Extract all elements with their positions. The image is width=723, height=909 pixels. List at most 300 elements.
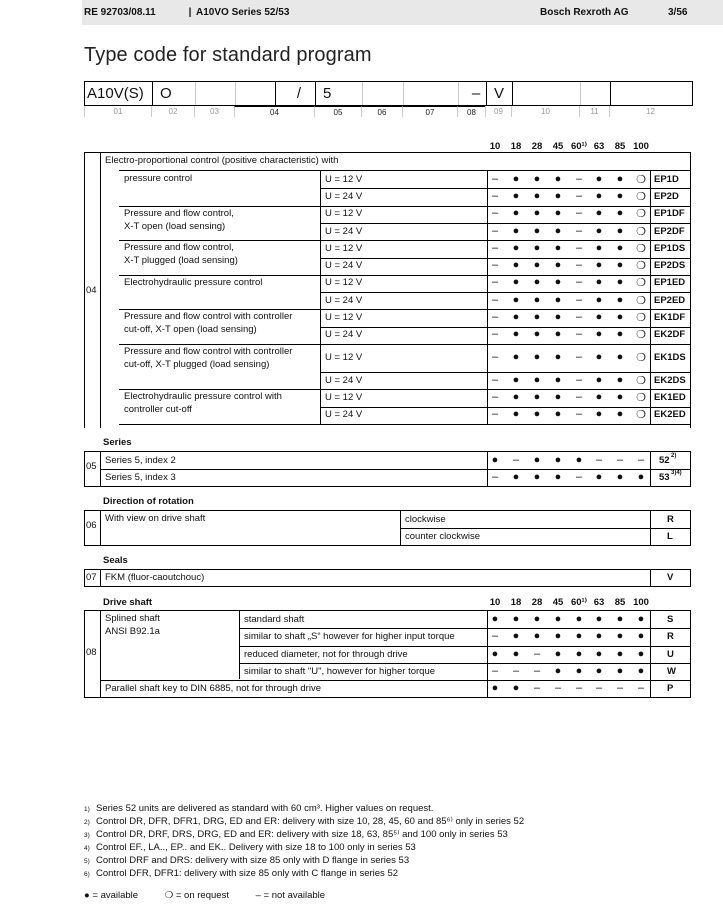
footnote [84,842,416,853]
series-label: Series 5, index 3 [105,472,176,483]
pos-divider [100,510,101,545]
voltage-label: U = 12 V [325,391,363,403]
availability-mark: – [491,224,499,237]
control-label: Pressure and flow control with controller [124,311,293,323]
shaft-variant: standard shaft [244,614,305,625]
availability-mark: ● [575,630,583,643]
type-code-cell [195,82,235,105]
availability-mark: – [575,189,583,202]
availability-mark: ❍ [636,208,646,221]
pos-label: 08 [86,647,97,658]
section-top-rule [84,152,691,153]
footnote [84,816,524,827]
availability-mark: – [575,682,583,695]
voltage-label: U = 12 V [325,277,363,289]
availability-mark: ● [512,647,520,660]
availability-mark: ● [595,630,603,643]
code-divider [650,451,651,486]
table-left-rule [84,510,85,545]
availability-mark: ● [554,390,562,403]
availability-mark: ● [554,373,562,386]
availability-mark: ● [533,373,541,386]
type-code-cell [403,82,458,105]
availability-mark: ● [554,293,562,306]
order-code: EP1ED [654,277,686,289]
control-heading: Electro-proportional control (positive characteristic) with [105,155,339,166]
type-code-cell [610,82,651,105]
size-label: 100 [633,141,649,152]
availability-mark: – [491,241,499,254]
availability-mark: ● [616,293,624,306]
page-header [82,0,723,25]
availability-mark: ● [512,259,520,272]
position-number: 07 [402,106,457,117]
page-number: 3/56 [668,7,688,18]
availability-mark: ● [616,647,624,660]
availability-mark: ● [554,647,562,660]
legend-available: ● = available [84,890,139,901]
voltage-label: U = 24 V [325,225,363,237]
type-code-cell [580,82,610,105]
order-code: EP1D [654,173,679,185]
shaft-variant: similar to shaft "U", however for higher torque [244,665,436,677]
voltage-label: U = 12 V [325,173,363,185]
rotation-direction: clockwise [405,514,446,525]
availability-mark: ● [595,613,603,625]
availability-mark: – [491,373,499,386]
availability-mark: – [637,682,645,695]
availability-mark: ● [616,328,624,341]
table-left-rule [84,451,85,486]
availability-mark: ● [554,207,562,220]
type-code-cell: O [152,82,195,105]
footnote-number: 5) [84,858,90,865]
availability-mark: ● [616,276,624,289]
type-code-cell: / [275,82,315,105]
table-left-rule [84,569,85,586]
position-numbers [84,106,691,117]
availability-mark: – [575,471,583,483]
voltage-label: U = 12 V [325,242,363,254]
availability-mark: – [491,390,499,403]
availability-mark: – [533,682,541,695]
availability-mark: – [575,293,583,306]
availability-mark: ● [595,241,603,254]
availability-mark: ● [533,293,541,306]
row-rule [119,424,691,425]
order-code: U [667,648,674,660]
position-number: 09 [485,106,511,117]
section-heading: Seals [103,555,128,566]
availability-mark: ● [491,613,499,625]
size-label: 63 [593,597,605,608]
availability-mark: ● [554,259,562,272]
availability-mark: ● [595,471,603,483]
availability-mark: ● [512,630,520,643]
availability-mark: – [575,373,583,386]
availability-mark: ● [616,471,624,483]
voltage-label: U = 24 V [325,260,363,272]
availability-mark: ● [512,276,520,289]
order-code: EP2D [654,190,679,202]
footnote-text: Control DRF and DRS: delivery with size 85 only with D flange in series 53 [96,855,410,866]
availability-mark: ● [512,311,520,324]
availability-mark: – [533,647,541,660]
section-heading: Direction of rotation [103,496,194,507]
availability-mark: – [533,664,541,677]
row-rule [239,646,691,647]
availability-mark: – [575,351,583,363]
availability-mark: ● [533,241,541,254]
availability-mark: ● [554,351,562,363]
availability-mark: ● [595,259,603,272]
position-number: 08 [457,106,485,117]
section-heading: Drive shaft [103,597,153,608]
voltage-label: U = 24 V [325,374,363,386]
avail-divider [487,170,488,424]
voltage-label: U = 24 V [325,409,363,421]
availability-mark: ❍ [636,260,646,273]
availability-mark: – [491,207,499,220]
code-sup [671,453,676,462]
code-footnote-ref: 3)4) [671,470,682,476]
section-bottom-rule [84,586,691,587]
availability-mark: ● [616,189,624,202]
availability-mark: ● [512,351,520,363]
footnote-number: 1) [84,806,90,813]
availability-mark: – [575,328,583,341]
availability-mark: ● [554,664,562,677]
type-code-cell [235,82,275,105]
footnote-number: 3) [84,832,90,839]
position-number: 02 [151,106,194,117]
order-code: EP1DF [654,208,685,220]
availability-mark: ● [533,259,541,272]
availability-mark: ● [595,390,603,403]
control-label: X-T plugged (load sensing) [124,255,238,267]
voltage-label: U = 12 V [325,208,363,220]
availability-mark: ● [533,630,541,643]
availability-mark: ● [595,189,603,202]
size-label: 28 [531,141,543,152]
availability-mark: ● [491,647,499,660]
availability-mark: ❍ [636,173,646,186]
availability-mark: ● [533,207,541,220]
availability-mark: ● [533,189,541,202]
size-label: 63 [593,141,605,152]
availability-mark: ● [554,224,562,237]
section-top-rule [84,451,691,452]
order-code: EK1DS [654,352,686,363]
voltage-label: U = 12 V [325,312,363,324]
row-rule [119,344,691,345]
footnote-number: 4) [84,845,90,852]
availability-mark: – [575,172,583,185]
order-code: EP1DS [654,242,686,254]
legend-not-available: – = not available [255,890,326,901]
availability-mark: ● [595,311,603,324]
availability-mark: ❍ [636,242,646,255]
control-label: controller cut-off [124,404,192,416]
availability-mark: – [491,471,499,483]
availability-mark: ● [616,311,624,324]
availability-mark: ❍ [636,277,646,290]
availability-mark: – [554,682,562,695]
availability-mark: ● [554,311,562,324]
position-number: 04 [234,106,314,117]
availability-mark: – [575,276,583,289]
availability-mark: – [491,351,499,363]
availability-mark: ● [554,328,562,341]
legend [84,890,349,901]
order-code: EK2DF [654,329,686,341]
availability-mark: ● [512,172,520,185]
voltage-label: U = 24 V [325,294,363,306]
section-heading: Series [103,437,132,448]
availability-mark: – [491,189,499,202]
table-left-rule [84,610,85,697]
availability-mark: – [575,408,583,421]
availability-mark: ● [533,454,541,466]
header-separator: | [188,7,192,18]
footnote-text: Control DR, DFR, DFR1, DRG, ED and ER: delivery with size 10, 28, 45, 60 and 85⁶⁾ only in series 52 [96,816,525,827]
size-label: 28 [531,597,543,608]
availability-mark: ❍ [636,312,646,325]
footnote-number: 6) [84,871,90,878]
pos-label: 04 [86,285,97,296]
availability-mark: ● [554,276,562,289]
availability-mark: – [575,311,583,324]
availability-mark: ● [512,189,520,202]
type-code-box [84,81,693,106]
code-sup [671,470,682,479]
availability-mark: ● [637,613,645,625]
order-code: R [667,514,674,525]
size-label: 18 [510,597,522,608]
row-rule [400,528,691,529]
availability-mark: ● [554,630,562,643]
availability-mark: ● [595,664,603,677]
order-code: V [667,572,674,583]
shaft-label: ANSI B92.1a [105,626,160,637]
code-footnote-ref: 2) [671,453,677,459]
direction-divider [400,510,401,545]
table-right-rule [690,510,691,545]
control-label: Pressure and flow control, [124,207,234,219]
rotation-label: With view on drive shaft [105,513,206,524]
series-title: A10VO Series 52/53 [196,7,290,18]
footnote [84,868,398,879]
position-number: 12 [609,106,691,117]
control-label: Pressure and flow control, [124,242,234,254]
availability-mark: ● [575,454,583,466]
availability-mark: ● [533,390,541,403]
availability-mark: ❍ [636,409,646,422]
availability-mark: ● [554,172,562,185]
avail-divider [487,610,488,697]
availability-mark: – [512,454,520,466]
availability-mark: ● [575,613,583,625]
availability-mark: ❍ [636,352,646,364]
availability-mark: ● [533,408,541,421]
position-number: 11 [579,106,609,117]
footnote-text: Control DFR, DFR1: delivery with size 85 only with C flange in series 52 [96,868,399,879]
table-right-rule [690,569,691,586]
control-label: pressure control [124,173,193,184]
availability-mark: ❍ [636,374,646,387]
availability-mark: – [616,682,624,695]
shaft-variant: similar to shaft „S“ however for higher input torque [244,631,455,643]
type-code-cell: V [486,82,512,105]
availability-mark: ● [616,390,624,403]
order-code: EK2DS [654,374,686,386]
voltage-label: U = 24 V [325,190,363,202]
availability-mark: ● [595,328,603,341]
order-code: R [667,631,674,643]
size-label: 85 [614,597,626,608]
page-title: Type code for standard program [84,44,372,66]
availability-mark: ● [595,351,603,363]
pos-divider [100,610,101,697]
availability-mark: ● [616,351,624,363]
availability-mark: – [595,454,603,466]
pos-label: 06 [86,520,97,531]
code-divider [650,170,651,424]
pos-divider [100,451,101,486]
section-top-rule [84,610,691,611]
order-code: EP2ED [654,294,686,306]
parallel-key-label: Parallel shaft key to DIN 6885, not for through drive [105,683,321,695]
control-label: Pressure and flow control with controller [124,346,293,357]
row-rule [119,170,691,171]
size-label: 10 [489,141,501,152]
availability-mark: ● [616,259,624,272]
avail-divider [487,451,488,486]
availability-mark: – [491,172,499,185]
type-code-cell [362,82,403,105]
position-number: 05 [314,106,361,117]
availability-mark: ● [637,664,645,677]
size-label: 10 [489,597,501,608]
availability-mark: ● [491,454,499,466]
size-label: 85 [614,141,626,152]
availability-mark: – [575,207,583,220]
shaft-variant: reduced diameter, not for through drive [244,648,408,660]
availability-mark: – [575,241,583,254]
availability-mark: ● [512,682,520,695]
availability-mark: ● [575,647,583,660]
availability-mark: ● [595,276,603,289]
availability-mark: ● [512,613,520,625]
pos-label: 05 [86,461,97,472]
code-divider [650,610,651,697]
availability-mark: ● [595,207,603,220]
availability-mark: ❍ [636,329,646,342]
control-label: Electrohydraulic pressure control with [124,391,282,403]
availability-mark: – [491,664,499,677]
availability-mark: ● [554,471,562,483]
availability-mark: – [491,328,499,341]
series-label: Series 5, index 2 [105,455,176,466]
availability-mark: – [637,454,645,466]
pos-divider [100,569,101,586]
availability-mark: ● [533,276,541,289]
availability-mark: ● [512,207,520,220]
section-top-rule [84,510,691,511]
availability-mark: – [491,311,499,324]
availability-mark: – [491,276,499,289]
size-label: 18 [510,141,522,152]
availability-mark: ● [595,172,603,185]
size-label: 60¹⁾ [570,141,588,152]
table-left-rule [84,152,85,428]
availability-mark: ❍ [636,225,646,238]
pos-divider [100,152,101,428]
type-code-cell: – [458,82,486,105]
order-code: 52 [659,455,670,466]
order-code: EK1DF [654,312,686,324]
availability-mark: ❍ [636,294,646,307]
code-divider [650,569,651,586]
order-code: EP2DS [654,260,686,272]
availability-mark: ● [595,293,603,306]
availability-mark: ● [595,647,603,660]
availability-mark: ● [616,630,624,643]
control-label: cut-off, X-T open (load sensing) [124,324,257,336]
availability-mark: ● [533,224,541,237]
availability-mark: ● [491,682,499,695]
position-number: 01 [84,106,151,117]
availability-mark: ● [616,613,624,625]
voltage-divider [320,170,321,424]
control-label: Electrohydraulic pressure control [124,276,263,288]
availability-mark: ● [512,471,520,483]
availability-mark: ● [533,351,541,363]
availability-mark: – [491,293,499,306]
doc-ref: RE 92703/08.11 [84,7,156,18]
availability-mark: ● [533,328,541,341]
type-code-cell: 5 [315,82,362,105]
variant-divider [239,610,240,679]
size-label: 45 [552,597,564,608]
availability-mark: ● [554,408,562,421]
availability-mark: ● [595,373,603,386]
rotation-direction: counter clockwise [405,531,480,542]
order-code: P [667,683,674,695]
availability-mark: ● [616,241,624,254]
availability-mark: ● [637,471,645,483]
row-rule [100,680,691,681]
availability-mark: ● [533,471,541,483]
section-top-rule [84,569,691,570]
availability-mark: – [575,259,583,272]
footnote [84,855,409,866]
control-label: cut-off, X-T plugged (load sensing) [124,359,270,370]
section-bottom-rule [84,545,691,546]
availability-mark: ● [554,613,562,625]
availability-mark: ● [595,224,603,237]
availability-mark: ● [616,172,624,185]
table-right-rule [690,451,691,486]
size-label: 100 [633,597,649,608]
position-number: 03 [194,106,234,117]
availability-mark: ● [512,241,520,254]
type-code-cell [512,82,580,105]
availability-mark: ● [512,408,520,421]
footnote-text: Control EF., LA.., EP.. and EK.. Delivery with size 18 to 100 only in series 53 [96,842,416,853]
availability-mark: – [575,390,583,403]
voltage-label: U = 24 V [325,329,363,341]
